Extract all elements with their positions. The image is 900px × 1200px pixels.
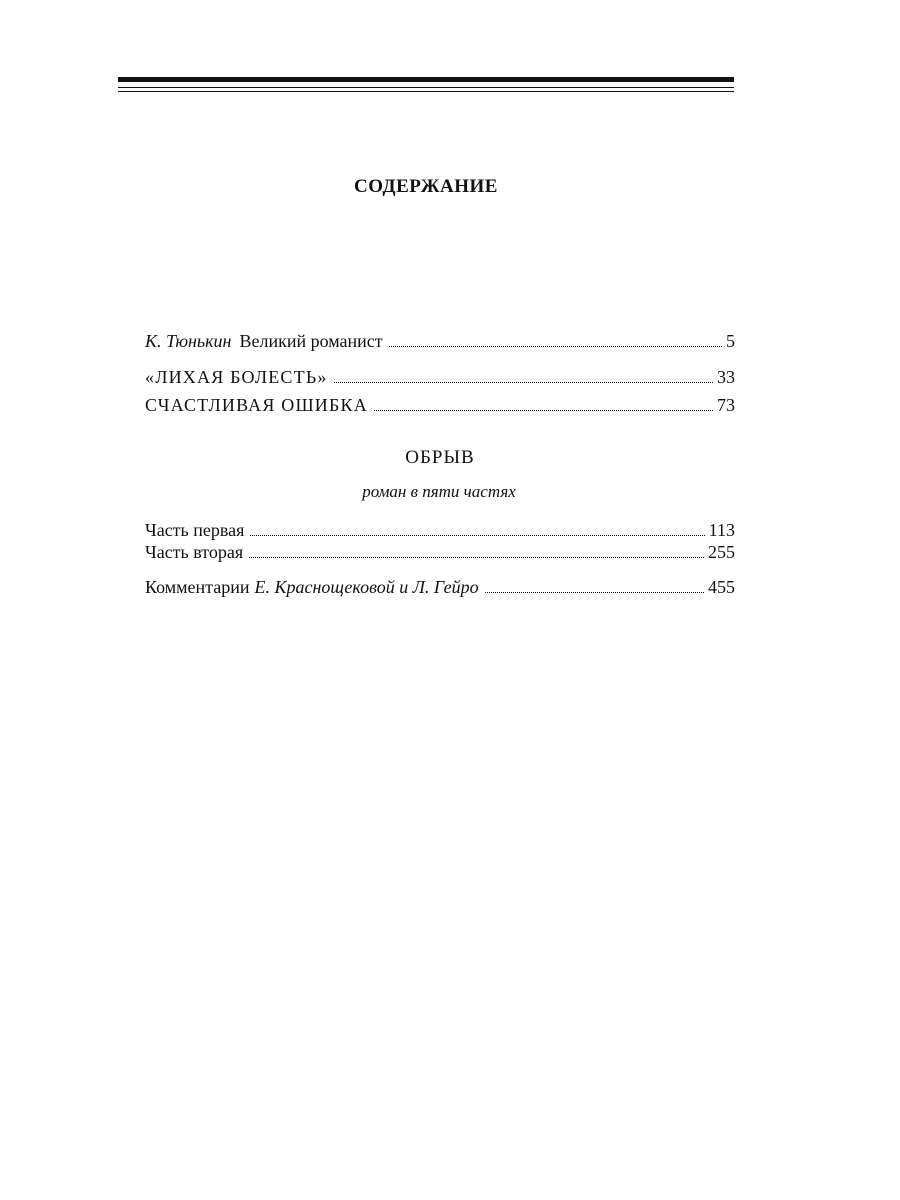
toc-entry-title: Часть вторая (145, 542, 244, 562)
toc-entry-commentary (145, 577, 735, 598)
toc-entry-page: 255 (708, 542, 735, 562)
header-rule-thick (118, 77, 734, 82)
toc-entry-label: Комментарии (145, 577, 250, 597)
toc-title: СОДЕРЖАНИЕ (354, 176, 498, 197)
toc-entry-authors: Е. Краснощековой и Л. Гейро (254, 577, 479, 597)
toc-entry-page: 113 (708, 520, 735, 540)
dot-leader (250, 535, 704, 536)
dot-leader (249, 557, 704, 558)
dot-leader (374, 410, 713, 411)
toc-entry-author: К. Тюнькин (145, 331, 232, 351)
toc-entry-likhaya-bolest (145, 367, 735, 388)
toc-entry-page: 33 (717, 367, 735, 387)
dot-leader (334, 382, 713, 383)
toc-entry-intro (145, 331, 735, 352)
toc-entry-page: 73 (717, 395, 735, 415)
dot-leader (485, 592, 704, 593)
section-subtitle: роман в пяти частях (362, 482, 516, 501)
toc-entry-page: 5 (726, 331, 735, 351)
toc-entry-part-two (145, 542, 735, 563)
toc-entry-title: Часть первая (145, 520, 245, 540)
dot-leader (389, 346, 722, 347)
section-heading: ОБРЫВ (405, 447, 475, 468)
toc-entry-schastlivaya-oshibka (145, 395, 735, 416)
toc-entry-title: СЧАСТЛИВАЯ ОШИБКА (145, 395, 368, 415)
toc-entry-part-one (145, 520, 735, 541)
header-rule-thin (118, 87, 734, 88)
toc-entry-page: 455 (708, 577, 735, 597)
toc-entry-title: Великий романист (239, 331, 383, 351)
header-rule-thin-2 (118, 91, 734, 92)
toc-entry-title: «ЛИХАЯ БОЛЕСТЬ» (145, 367, 328, 387)
